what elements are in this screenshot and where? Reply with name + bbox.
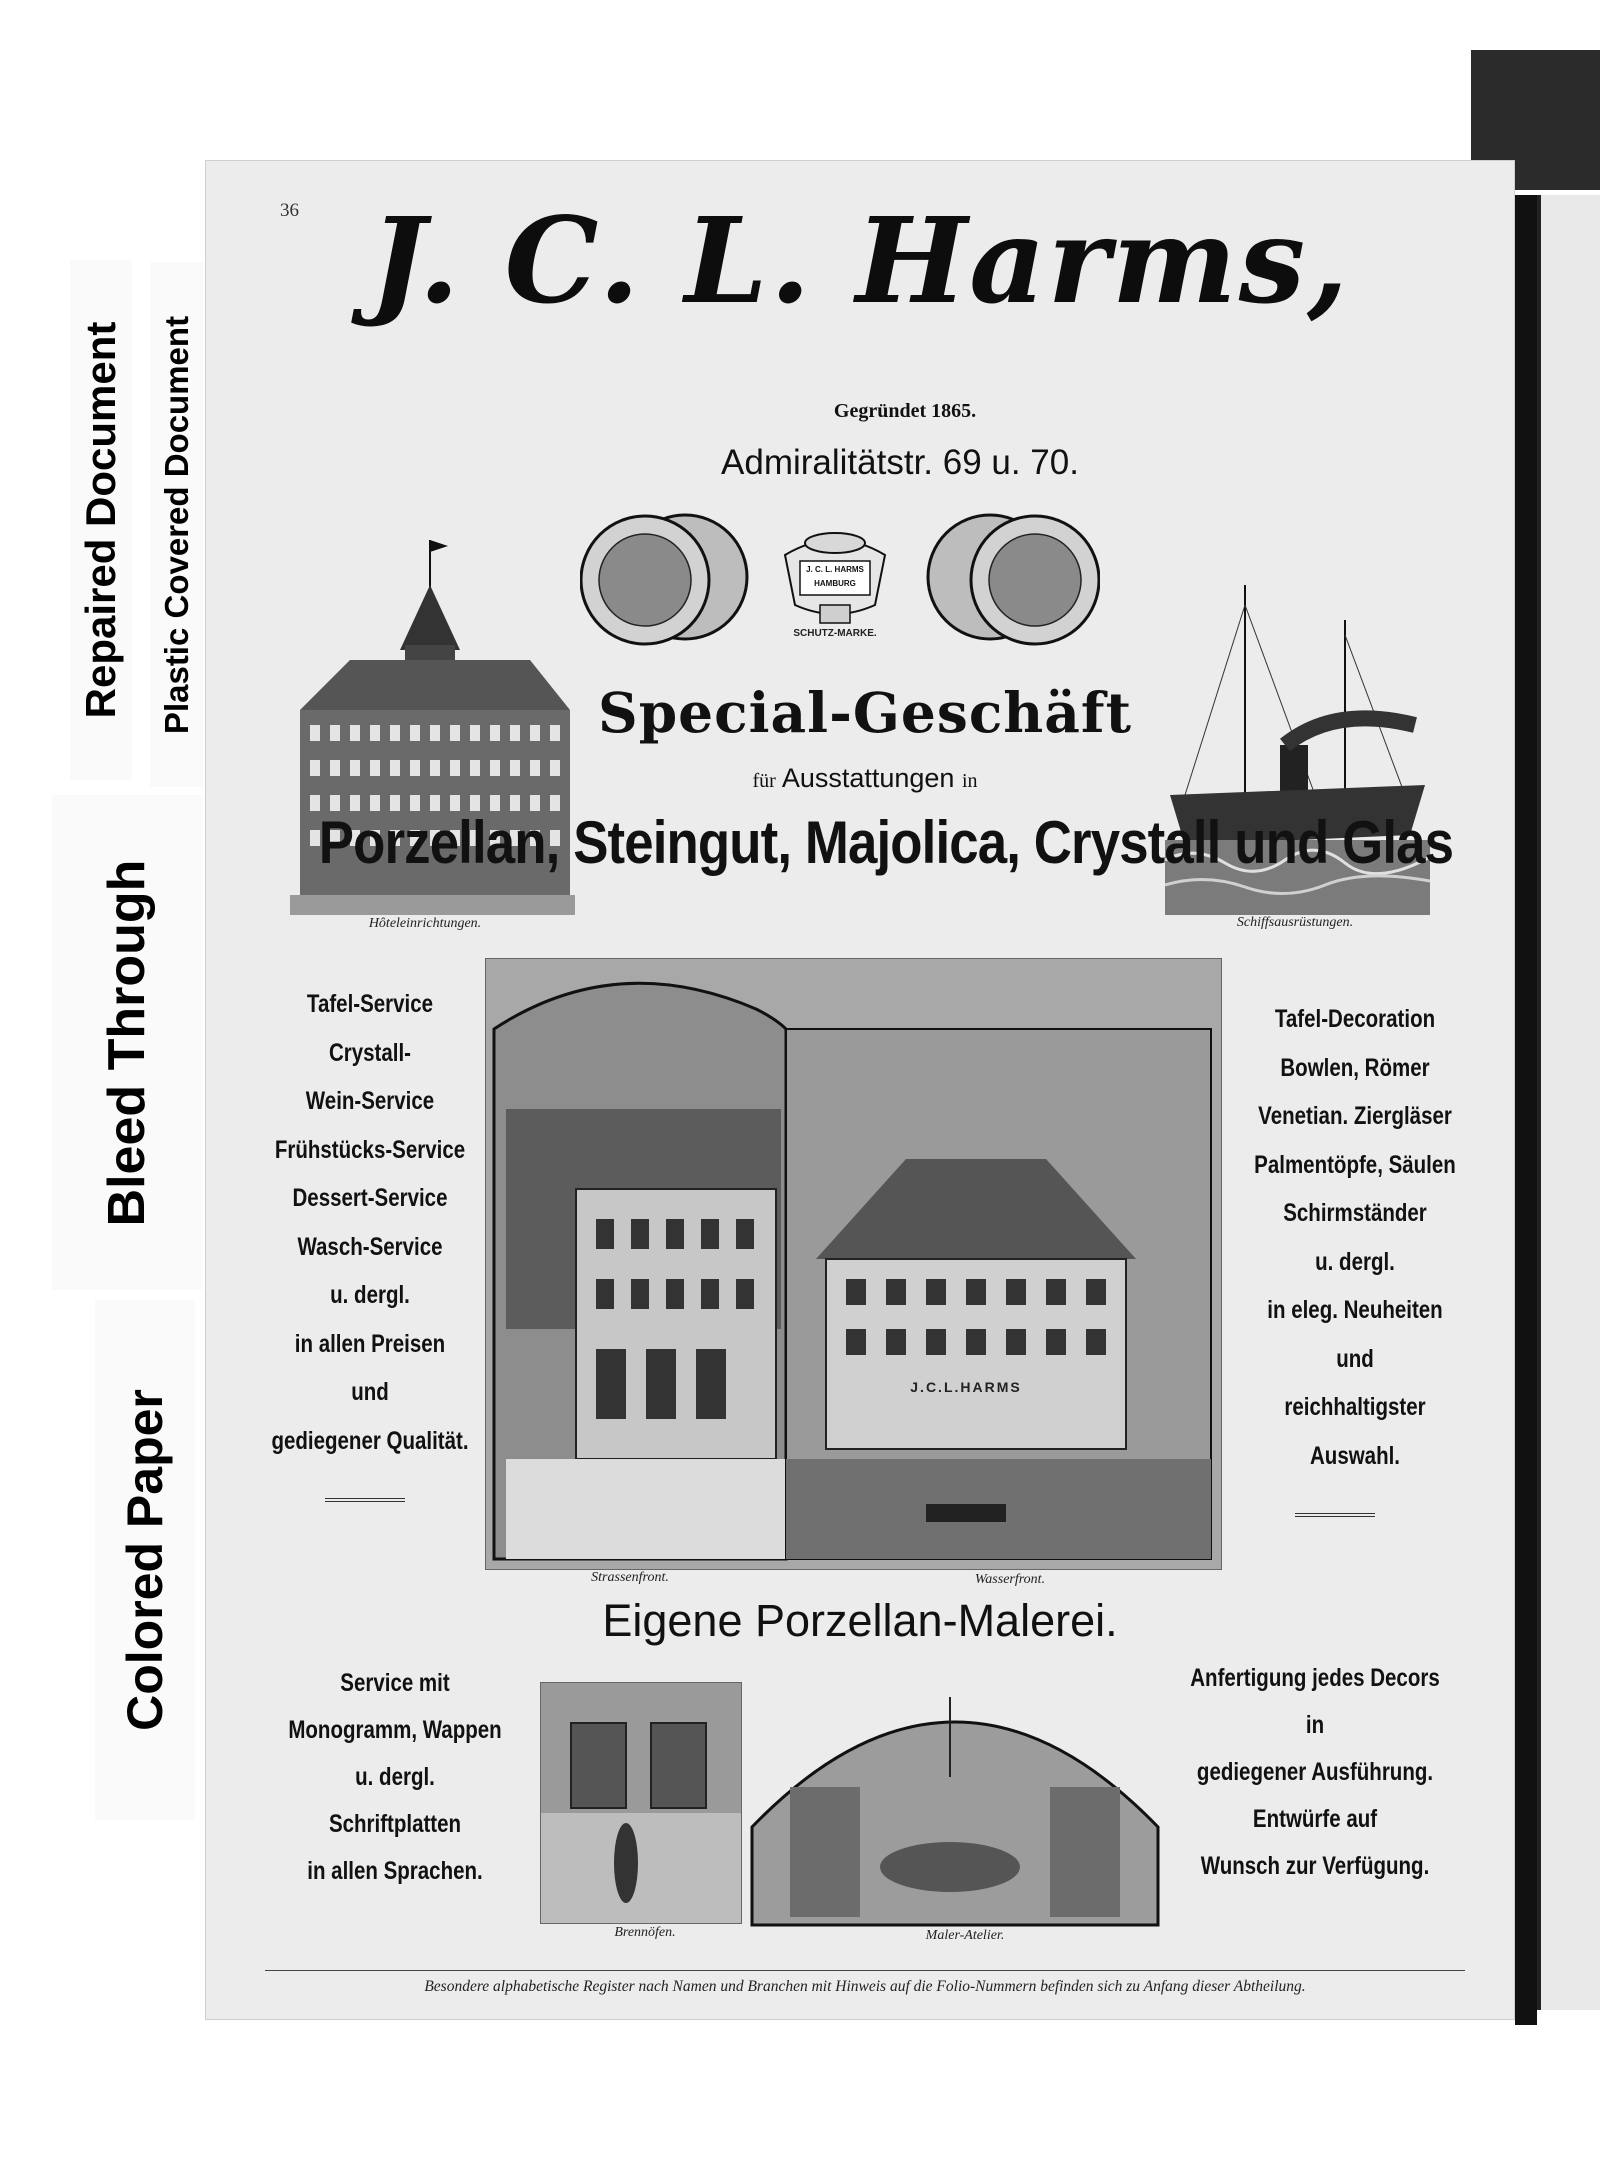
label-bleed-through <box>52 795 202 1290</box>
trademark-line-1: J. C. L. HARMS <box>806 565 864 574</box>
right-list-item: Schirmständer <box>1283 1199 1427 1227</box>
register-footnote: Besondere alphabetische Register nach Namen und Branchen mit Hinweis auf die Folio-Nummern befinden sich zu Anfang dieser Abtheilung. <box>424 1978 1306 1995</box>
left-list-item: Frühstücks-Service <box>274 1135 466 1164</box>
atelier-caption: Maler-Atelier. <box>925 1928 1005 1943</box>
painting-list-item: in allen Sprachen. <box>307 1857 483 1885</box>
left-list-item: Wasch-Service <box>297 1232 443 1261</box>
right-list-item: Venetian. Ziergläser <box>1258 1102 1452 1130</box>
firm-name: J. C. L. Harms, <box>369 191 1351 330</box>
left-list-divider <box>325 1498 405 1502</box>
right-product-list <box>1253 995 1458 1480</box>
trademark-line-2: HAMBURG <box>814 579 856 588</box>
special-business-title: Special-Geschäft <box>597 680 1132 745</box>
medallion-right-pair <box>925 505 1100 655</box>
left-list-item: u. dergl. <box>330 1281 410 1309</box>
label-repaired-document-text: Repaired Document <box>77 321 124 719</box>
factory-illustration <box>485 958 1222 1570</box>
left-list-item: gediegener Qualität. <box>271 1426 469 1455</box>
founded-year: Gegründet 1865. <box>833 400 977 422</box>
book-binding <box>1515 195 1537 2025</box>
label-plastic-covered-document <box>150 262 204 787</box>
right-list-item: Auswahl. <box>1310 1441 1400 1470</box>
document-page <box>205 160 1515 2020</box>
water-front-caption: Wasserfront. <box>974 1572 1046 1587</box>
trademark-caption: SCHUTZ-MARKE. <box>793 628 877 639</box>
right-list-divider <box>1295 1513 1375 1517</box>
decor-list-item: gediegener Ausführung. <box>1196 1758 1434 1786</box>
right-list-item: u. dergl. <box>1315 1247 1395 1276</box>
left-list-item: in allen Preisen <box>294 1329 446 1358</box>
decor-list-item: Anfertigung jedes Decors <box>1190 1664 1440 1692</box>
medallion-left-pair <box>580 505 755 655</box>
footer-divider <box>265 1970 1465 1971</box>
right-list-item: und <box>1336 1344 1374 1373</box>
left-list-item: und <box>351 1378 389 1406</box>
left-list-item: Tafel-Service <box>306 990 434 1018</box>
label-colored-paper <box>95 1300 195 1820</box>
adjacent-page-edge <box>1535 195 1600 2010</box>
right-list-item: Bowlen, Römer <box>1280 1053 1430 1082</box>
decor-list-item: Wunsch zur Verfügung. <box>1200 1852 1430 1880</box>
right-list-item: in eleg. Neuheiten <box>1267 1296 1443 1324</box>
left-list-item: Wein-Service <box>305 1087 435 1115</box>
painting-atelier-illustration <box>750 1677 1160 1927</box>
hotel-caption: Hôteleinrichtungen. <box>368 916 482 931</box>
porcelain-painting-heading: Eigene Porzellan-Malerei. <box>602 1595 1118 1646</box>
ship-caption: Schiffsausrüstungen. <box>1236 915 1354 930</box>
subtitle-suffix: in <box>961 770 978 792</box>
label-repaired-document <box>70 260 132 780</box>
label-colored-paper-text: Colored Paper <box>117 1389 173 1731</box>
right-list-item: reichhaltigster <box>1284 1393 1426 1421</box>
painting-services-list <box>280 1660 510 1895</box>
decor-list-item: in <box>1305 1711 1325 1739</box>
decor-list-item: Entwürfe auf <box>1252 1805 1378 1833</box>
decor-services-list <box>1180 1655 1451 1890</box>
right-list-item: Palmentöpfe, Säulen <box>1254 1150 1456 1179</box>
label-bleed-through-text: Bleed Through <box>98 859 156 1226</box>
subtitle-prefix: für <box>752 770 776 792</box>
left-product-list <box>268 980 473 1465</box>
building-sign: J.C.L.HARMS <box>910 1379 1022 1395</box>
left-list-item: Dessert-Service <box>292 1184 448 1212</box>
page-number: 36 <box>280 200 299 221</box>
materials-headline: Porzellan, Steingut, Majolica, Crystall und Glas <box>318 809 1454 876</box>
left-list-item: Crystall- <box>328 1038 412 1067</box>
subtitle-main: Ausstattungen <box>781 763 955 793</box>
street-front-caption: Strassenfront. <box>591 1570 669 1585</box>
trademark-tureen <box>765 505 905 635</box>
label-plastic-covered-document-text: Plastic Covered Document <box>158 315 195 734</box>
kiln-illustration <box>540 1682 742 1924</box>
painting-list-item: Monogramm, Wappen <box>288 1716 502 1744</box>
firm-address: Admiralitätstr. 69 u. 70. <box>721 443 1079 482</box>
kiln-caption: Brennöfen. <box>614 1925 676 1940</box>
painting-list-item: Schriftplatten <box>328 1810 462 1838</box>
equipment-subtitle <box>545 763 1185 794</box>
painting-list-item: u. dergl. <box>355 1763 435 1791</box>
painting-list-item: Service mit <box>340 1669 450 1697</box>
right-list-item: Tafel-Decoration <box>1274 1005 1436 1033</box>
